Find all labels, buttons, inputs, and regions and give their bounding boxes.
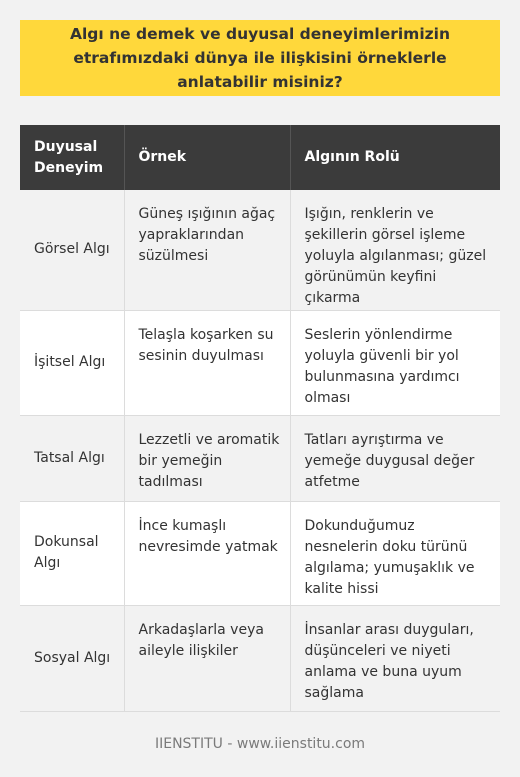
example-cell: Güneş ışığının ağaç yapraklarından süzülmesi <box>124 190 290 310</box>
header-sensory-experience: Duyusal Deneyim <box>20 125 124 190</box>
table-row <box>20 415 500 501</box>
sense-cell: Sosyal Algı <box>20 605 124 711</box>
role-cell: Tatları ayrıştırma ve yemeğe duygusal değer atfetme <box>290 415 500 501</box>
example-cell: Arkadaşlarla veya aileyle ilişkiler <box>124 605 290 711</box>
example-cell: Telaşla koşarken su sesinin duyulması <box>124 310 290 415</box>
question-banner <box>20 20 500 96</box>
table-header-row <box>20 125 500 190</box>
sense-cell: Dokunsal Algı <box>20 501 124 605</box>
example-cell: Lezzetli ve aromatik bir yemeğin tadılması <box>124 415 290 501</box>
role-cell: Dokunduğumuz nesnelerin doku türünü algılama; yumuşaklık ve kalite hissi <box>290 501 500 605</box>
example-cell: İnce kumaşlı nevresimde yatmak <box>124 501 290 605</box>
role-cell: Işığın, renklerin ve şekillerin görsel işleme yoluyla algılanması; güzel görünümün keyfini çıkarma <box>290 190 500 310</box>
table-row <box>20 605 500 711</box>
sense-cell: Görsel Algı <box>20 190 124 310</box>
header-example: Örnek <box>124 125 290 190</box>
table-row <box>20 501 500 605</box>
header-role-of-perception: Algının Rolü <box>290 125 500 190</box>
role-cell: İnsanlar arası duyguları, düşünceleri ve niyeti anlama ve buna uyum sağlama <box>290 605 500 711</box>
table-row <box>20 190 500 310</box>
footer-credit: IIENSTITU - www.iienstitu.com <box>154 736 366 752</box>
sense-cell: Tatsal Algı <box>20 415 124 501</box>
table-row <box>20 310 500 415</box>
sense-cell: İşitsel Algı <box>20 310 124 415</box>
question-title: Algı ne demek ve duyusal deneyimlerimizin etrafımızdaki dünya ile ilişkisini örneklerle anlatabilir misiniz? <box>69 25 451 91</box>
perception-table <box>20 125 500 712</box>
role-cell: Seslerin yönlendirme yoluyla güvenli bir yol bulunmasına yardımcı olması <box>290 310 500 415</box>
